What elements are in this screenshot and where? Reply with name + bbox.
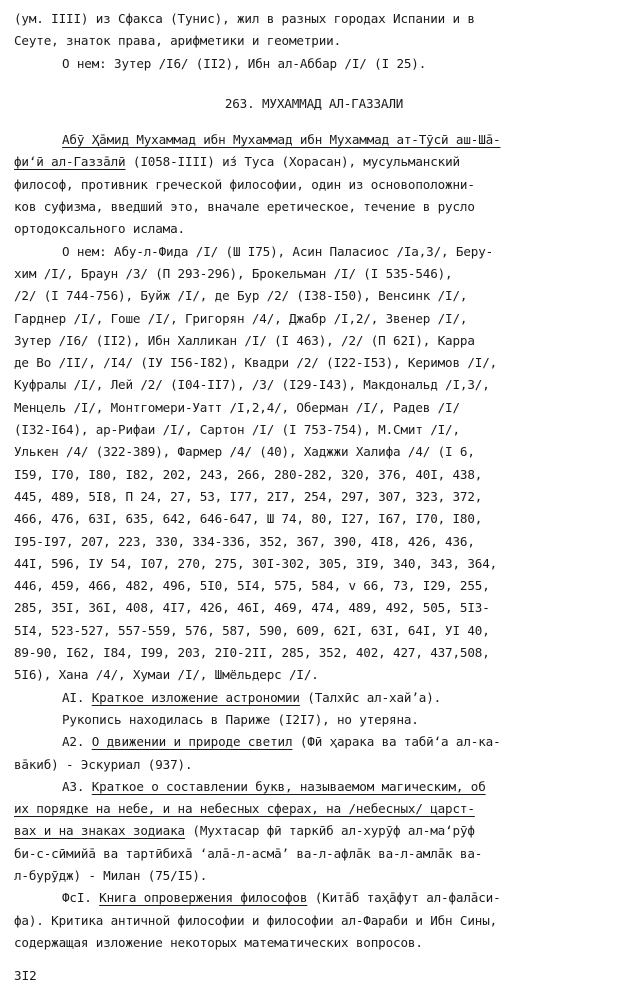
about-line: Менцель /I/, Монтгомери-Уатт /I,2,4/, Оберман /I/, Радев /I/ (14, 399, 460, 415)
work-a3-title-3: вах и на знаках зодиака (14, 823, 185, 839)
author-name-part-1: Абӯ Ҳāмид Мухаммад ибн Мухаммад ибн Мухаммад ат-Тӯсӣ аш-Шā- (62, 132, 501, 148)
work-a1-line-1 (14, 687, 614, 709)
bio-line-5: ортодоксального ислама. (14, 221, 185, 237)
work-f1-rest: (Китāб таҳāфут ал-фалāси- (307, 890, 501, 906)
document-page (14, 8, 614, 954)
work-f1-line-2: фа). Критика античной философии и философии ал-Фараби и Ибн Сины, (14, 912, 498, 928)
page-number: 3I2 (14, 968, 37, 983)
work-a3-line-1 (14, 776, 614, 798)
about-line: 466, 476, 63I, 635, 642, 646-647, Ш 74, 80, I27, I67, I70, I80, (14, 511, 483, 527)
work-f1-line-3: содержащая изложение некоторых математических вопросов. (14, 934, 423, 950)
about-line: 89-90, I62, I84, I99, 203, 2I0-2II, 285, 352, 402, 427, 437,508, (14, 645, 490, 661)
work-f1-code: ФсI. (62, 890, 100, 906)
about-line: 285, 35I, 36I, 408, 4I7, 426, 46I, 469, 474, 489, 492, 505, 5I3- (14, 600, 490, 616)
work-a3-line-4: би-с-сӣмийā ва тартӣбихā ‘алā-л-асмā’ ва-л-афлāк ва-л-амлāк ва- (14, 845, 483, 861)
about-line: де Во /II/, /I4/ (IУ I56-I82), Квадри /2/ (I22-I53), Керимов /I/, (14, 355, 498, 371)
work-a2-title: О движении и природе светил (91, 734, 293, 750)
about-line: Куфралы /I/, Лей /2/ (I04-II7), /3/ (I29-I43), Макдональд /I,3/, (14, 377, 490, 393)
intro-references: О нем: Зутер /I6/ (II2), Ибн ал-Аббар /I/ (I 25). (62, 55, 427, 71)
work-a2-rest: (Фӣ ҳарака ва табӣ‘а ал-ка- (292, 734, 501, 750)
work-a1-note: Рукопись находилась в Париже (I2I7), но утеряна. (62, 711, 419, 727)
bio-line-2 (14, 151, 614, 173)
about-line: Улькен /4/ (322-389), Фармер /4/ (40), Хаджжи Халифа /4/ (I 6, (14, 444, 475, 460)
work-a3-rest: (Мухтасар фӣ таркӣб ал-хурӯф ал-ма‘рӯф (184, 823, 475, 839)
bio-line-3: философ, противник греческой философии, один из основоположни- (14, 176, 475, 192)
work-f1-title: Книга опровержения философов (99, 890, 308, 906)
work-a3-line-5: л-бурӯдж) - Милан (75/I5). (14, 867, 208, 883)
about-line: 446, 459, 466, 482, 496, 5I0, 5I4, 575, 584, v 66, 73, I29, 255, (14, 578, 490, 594)
about-line: 5I6), Хана /4/, Хумаи /I/, Шмёльдерс /I/. (14, 667, 319, 683)
work-a3-line-2 (14, 798, 614, 820)
work-a1-rest: (Талхӣс ал-хай’а). (299, 689, 442, 705)
work-a2-line-2: вāкиб) - Эскуриал (937). (14, 756, 193, 772)
intro-line-1: (ум. IIII) из Сфакса (Тунис), жил в разных городах Испании и в (14, 11, 475, 26)
intro-line-2: Сеуте, знаток права, арифметики и геометрии. (14, 33, 342, 49)
section-heading: 263. МУХАММАД АЛ-ГАЗЗАЛИ (224, 95, 404, 111)
about-line: О нем: Абу-л-Фида /I/ (Ш I75), Асин Паласиос /Iа,3/, Беру- (62, 243, 494, 259)
about-line: I95-I97, 207, 223, 330, 334-336, 352, 367, 390, 4I8, 426, 436, (14, 533, 475, 549)
about-line: 5I4, 523-527, 557-559, 576, 587, 590, 609, 62I, 63I, 64I, УI 40, (14, 622, 490, 638)
work-a1-code: АI. (62, 689, 92, 705)
work-a1-title: Краткое изложение астрономии (91, 689, 300, 705)
about-line: Гарднер /I/, Гоше /I/, Григорян /4/, Джабр /I,2/, Звенер /I/, (14, 310, 468, 326)
work-f1-line-1 (14, 887, 614, 909)
work-a3-title-1: Краткое о составлении букв, называемом магическим, об (91, 778, 486, 794)
work-a2-code: А2. (62, 734, 92, 750)
bio-line-4: ков суфизма, введший это, вначале еретическое, течение в русло (14, 199, 475, 215)
work-a2-line-1 (14, 731, 614, 753)
about-line: 44I, 596, IУ 54, I07, 270, 275, 30I-302, 305, 3I9, 340, 343, 364, (14, 555, 498, 571)
work-a3-code: А3. (62, 778, 92, 794)
about-line: (I32-I64), ар-Рифаи /I/, Сартон /I/ (I 753-754), М.Смит /I/, (14, 422, 460, 438)
work-a3-title-2: их порядке на небе, и на небесных сферах, на /небесных/ царст- (14, 801, 475, 817)
about-line: Зутер /I6/ (II2), Ибн Халликан /I/ (I 463), /2/ (П 62I), Карра (14, 332, 475, 348)
about-line: 445, 489, 5I8, П 24, 27, 53, I77, 2I7, 254, 297, 307, 323, 372, (14, 488, 483, 504)
about-line: /2/ (I 744-756), Буйж /I/, де Бур /2/ (I38-I50), Венсинк /I/, (14, 288, 468, 304)
bio-line-1 (14, 129, 614, 151)
author-name-part-2: фи‘ӣ ал-Газзāлӣ (14, 154, 126, 170)
bio-line-2-rest: (I058-IIII) из́ Туса (Хорасан), мусульманский (125, 154, 460, 170)
about-line: хим /I/, Браун /3/ (П 293-296), Брокельман /I/ (I 535-546), (14, 265, 453, 281)
about-line: I59, I70, I80, I82, 202, 243, 266, 280-282, 320, 376, 40I, 438, (14, 466, 483, 482)
work-a3-line-3 (14, 820, 614, 842)
